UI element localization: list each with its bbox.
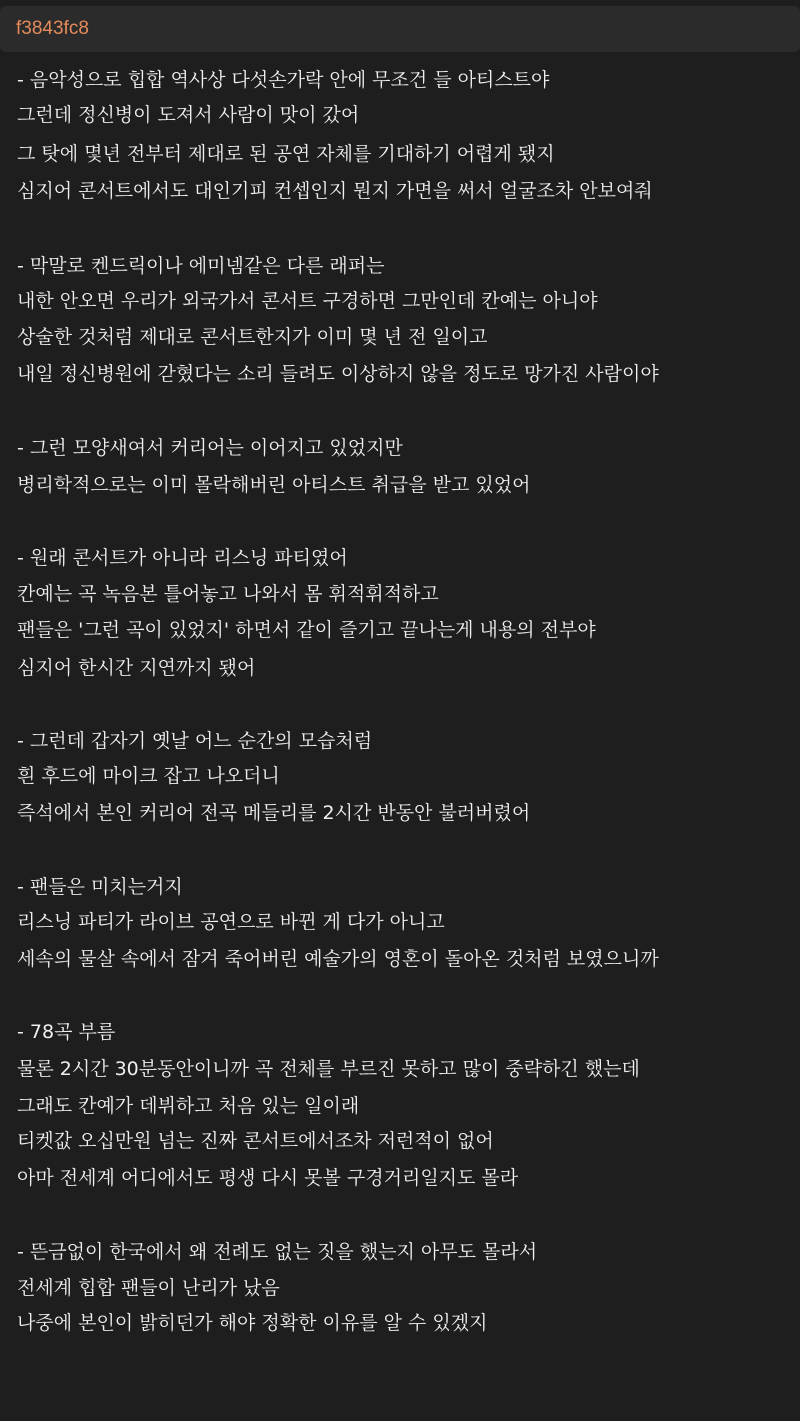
text-line: 티켓값 오십만원 넘는 진짜 콘서트에서조차 저런적이 없어	[17, 1130, 494, 1152]
text-line: 그 탓에 몇년 전부터 제대로 된 공연 자체를 기대하기 어렵게 됐지	[17, 143, 555, 165]
text-line: 내한 안오면 우리가 외국가서 콘서트 구경하면 그만인데 칸예는 아니야	[17, 290, 598, 312]
text-line: 팬들은 '그런 곡이 있었지' 하면서 같이 즐기고 끝나는게 내용의 전부야	[17, 619, 596, 641]
text-line: 세속의 물살 속에서 잠겨 죽어버린 예술가의 영혼이 돌아온 것처럼 보였으니까	[17, 948, 659, 970]
text-line: - 음악성으로 힙합 역사상 다섯손가락 안에 무조건 들 아티스트야	[17, 69, 550, 91]
text-line: - 원래 콘서트가 아니라 리스닝 파티였어	[17, 547, 348, 569]
text-line: 그래도 칸예가 데뷔하고 처음 있는 일이래	[17, 1095, 360, 1117]
text-line: - 팬들은 미치는거지	[17, 876, 183, 898]
text-line: 그런데 정신병이 도져서 사람이 맛이 갔어	[17, 104, 360, 126]
text-line: 즉석에서 본인 커리어 전곡 메들리를 2시간 반동안 불러버렸어	[17, 802, 531, 824]
text-line: 병리학적으로는 이미 몰락해버린 아티스트 취급을 받고 있었어	[17, 474, 531, 496]
text-line: 전세계 힙합 팬들이 난리가 났음	[17, 1277, 280, 1299]
text-line: 물론 2시간 30분동안이니까 곡 전체를 부르진 못하고 많이 중략하긴 했는데	[17, 1058, 640, 1080]
text-line: 심지어 콘서트에서도 대인기피 컨셉인지 뭔지 가면을 써서 얼굴조차 안보여줘	[17, 180, 653, 202]
text-line: 아마 전세계 어디에서도 평생 다시 못볼 구경거리일지도 몰라	[17, 1167, 519, 1189]
text-line: 내일 정신병원에 갇혔다는 소리 들려도 이상하지 않을 정도로 망가진 사람이야	[17, 363, 659, 385]
title-tab[interactable]	[0, 6, 800, 52]
text-line: - 그런데 갑자기 옛날 어느 순간의 모습처럼	[17, 730, 373, 752]
text-line: 상술한 것처럼 제대로 콘서트한지가 이미 몇 년 전 일이고	[17, 326, 488, 348]
title-bar	[0, 0, 800, 56]
text-line: 리스닝 파티가 라이브 공연으로 바뀐 게 다가 아니고	[17, 911, 445, 933]
text-line: 흰 후드에 마이크 잡고 나오더니	[17, 765, 280, 787]
file-title: f3843fc8	[16, 18, 89, 39]
text-line: - 그런 모양새여서 커리어는 이어지고 있었지만	[17, 437, 403, 459]
text-line: - 78곡 부름	[17, 1021, 116, 1043]
text-line: - 막말로 켄드릭이나 에미넴같은 다른 래퍼는	[17, 255, 385, 277]
text-content[interactable]	[0, 62, 800, 1421]
text-line: 심지어 한시간 지연까지 됐어	[17, 657, 256, 679]
text-line: - 뜬금없이 한국에서 왜 전례도 없는 짓을 했는지 아무도 몰라서	[17, 1241, 538, 1263]
text-line: 나중에 본인이 밝히던가 해야 정확한 이유를 알 수 있겠지	[17, 1312, 488, 1334]
text-line: 칸예는 곡 녹음본 틀어놓고 나와서 몸 휘적휘적하고	[17, 583, 439, 605]
